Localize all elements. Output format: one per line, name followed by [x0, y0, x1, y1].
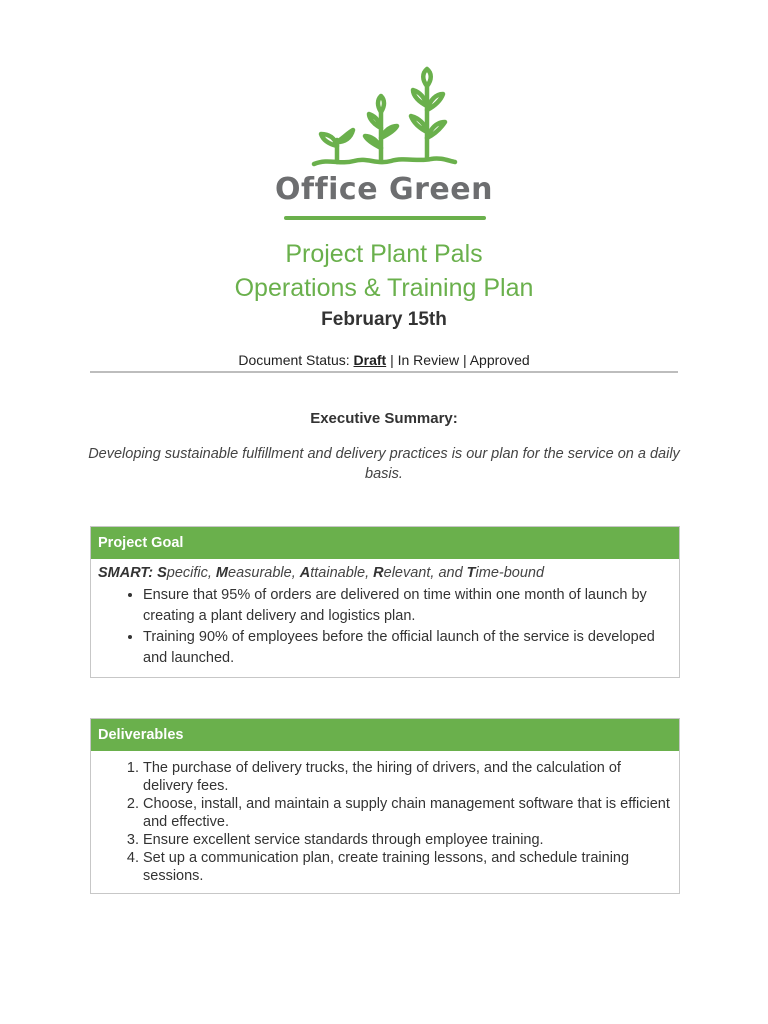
list-item: 1. The purchase of delivery trucks, the hiring of drivers, and the calculation of delivery fees. — [143, 759, 672, 795]
sprouting-plants-icon — [309, 66, 459, 172]
smart-criteria — [98, 565, 672, 581]
smart-word: elevant, and — [383, 565, 467, 581]
smart-word: pecific, — [166, 565, 216, 581]
list-item: 2. Choose, install, and maintain a supply chain management software that is efficient and effective. — [143, 795, 672, 831]
status-label: Document Status: — [238, 352, 350, 368]
brand-underline — [284, 216, 486, 220]
divider — [90, 371, 678, 373]
goal-list — [98, 585, 672, 669]
smart-initial: R — [373, 565, 384, 581]
smart-initial: S — [157, 565, 167, 581]
executive-summary-title: Executive Summary: — [310, 410, 458, 427]
deliverables-list — [98, 759, 672, 885]
smart-label: SMART: — [98, 565, 154, 581]
project-goal-heading: Project Goal — [91, 527, 679, 559]
smart-word: ime-bound — [475, 565, 545, 581]
smart-word: easurable, — [228, 565, 300, 581]
deliverables-heading: Deliverables — [91, 719, 679, 751]
document-status — [0, 352, 768, 368]
logo — [0, 66, 768, 172]
project-goal-box — [90, 526, 680, 678]
list-item: 4. Set up a communication plan, create training lessons, and schedule training sessions. — [143, 849, 672, 885]
smart-initial: M — [215, 565, 229, 581]
list-item: • Training 90% of employees before the official launch of the service is developed and launched. — [143, 627, 672, 669]
document-date: February 15th — [321, 309, 447, 330]
plan-title: Operations & Training Plan — [234, 274, 534, 302]
status-other-options: | In Review | Approved — [390, 352, 530, 368]
list-item: • Ensure that 95% of orders are delivered on time within one month of launch by creating a plant delivery and logistics plan. — [143, 585, 672, 627]
smart-initial: A — [299, 565, 311, 581]
list-item: 3. Ensure excellent service standards through employee training. — [143, 831, 672, 849]
smart-word: ttainable, — [310, 565, 374, 581]
brand-name: Office Green — [275, 172, 493, 207]
deliverables-box — [90, 718, 680, 894]
status-current: Draft — [353, 352, 387, 368]
executive-summary-text: Developing sustainable fulfillment and delivery practices is our plan for the service on a daily basis. — [88, 446, 680, 482]
smart-initial: T — [466, 565, 476, 581]
project-title: Project Plant Pals — [285, 240, 483, 268]
